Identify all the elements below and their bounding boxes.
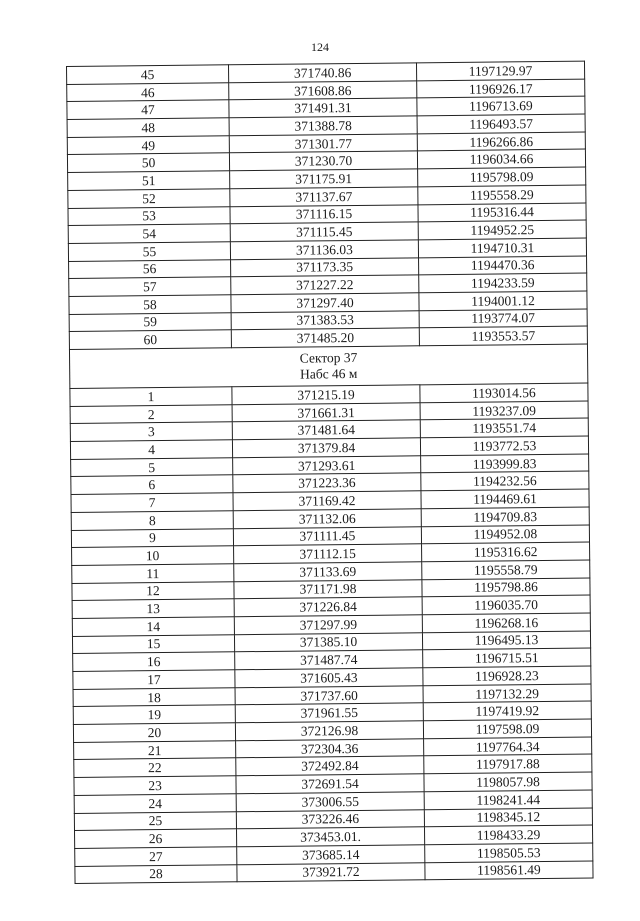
y-coordinate-cell: 1195316.62 bbox=[422, 542, 590, 561]
point-number-cell: 2 bbox=[70, 404, 232, 423]
x-coordinate-cell: 371132.06 bbox=[233, 509, 421, 529]
y-coordinate-cell: 1196715.51 bbox=[423, 648, 591, 667]
x-coordinate-cell: 371223.36 bbox=[233, 473, 421, 493]
point-number-cell: 4 bbox=[70, 440, 232, 459]
point-number-cell: 52 bbox=[68, 189, 230, 208]
x-coordinate-cell: 371293.61 bbox=[233, 456, 421, 476]
y-coordinate-cell: 1198057.98 bbox=[424, 772, 592, 791]
x-coordinate-cell: 371608.86 bbox=[229, 81, 417, 101]
point-number-cell: 13 bbox=[72, 599, 234, 618]
x-coordinate-cell: 371740.86 bbox=[228, 63, 416, 83]
x-coordinate-cell: 371215.19 bbox=[232, 385, 420, 405]
x-coordinate-cell: 371379.84 bbox=[232, 438, 420, 458]
point-number-cell: 6 bbox=[71, 475, 233, 494]
point-number-cell: 1 bbox=[70, 387, 232, 406]
x-coordinate-cell: 371487.74 bbox=[235, 650, 423, 670]
point-number-cell: 16 bbox=[73, 652, 235, 671]
y-coordinate-cell: 1193551.74 bbox=[420, 418, 588, 437]
sector-header-section bbox=[69, 344, 587, 388]
x-coordinate-cell: 373453.01. bbox=[236, 827, 424, 847]
point-number-cell: 27 bbox=[75, 847, 237, 866]
point-number-cell: 18 bbox=[73, 687, 235, 706]
table-section-top bbox=[67, 61, 588, 349]
sector-header-cell bbox=[69, 344, 587, 388]
y-coordinate-cell: 1197129.97 bbox=[416, 61, 584, 80]
point-number-cell: 25 bbox=[74, 811, 236, 830]
coordinates-table bbox=[66, 61, 594, 885]
y-coordinate-cell: 1194952.25 bbox=[418, 220, 586, 239]
y-coordinate-cell: 1194709.83 bbox=[421, 507, 589, 526]
point-number-cell: 26 bbox=[75, 829, 237, 848]
point-number-cell: 21 bbox=[74, 741, 236, 760]
x-coordinate-cell: 371961.55 bbox=[235, 703, 423, 723]
y-coordinate-cell: 1196035.70 bbox=[422, 595, 590, 614]
y-coordinate-cell: 1194232.56 bbox=[421, 471, 589, 490]
y-coordinate-cell: 1197598.09 bbox=[423, 719, 591, 738]
y-coordinate-cell: 1195558.29 bbox=[418, 185, 586, 204]
y-coordinate-cell: 1197132.29 bbox=[423, 684, 591, 703]
point-number-cell: 47 bbox=[67, 100, 229, 119]
x-coordinate-cell: 373685.14 bbox=[237, 845, 425, 865]
point-number-cell: 48 bbox=[67, 118, 229, 137]
point-number-cell: 59 bbox=[69, 312, 231, 331]
point-number-cell: 9 bbox=[71, 528, 233, 547]
y-coordinate-cell: 1197419.92 bbox=[423, 701, 591, 720]
y-coordinate-cell: 1193772.53 bbox=[420, 436, 588, 455]
y-coordinate-cell: 1195798.86 bbox=[422, 578, 590, 597]
point-number-cell: 12 bbox=[72, 581, 234, 600]
point-number-cell: 10 bbox=[72, 546, 234, 565]
x-coordinate-cell: 371481.64 bbox=[232, 420, 420, 440]
y-coordinate-cell: 1194233.59 bbox=[419, 273, 587, 292]
x-coordinate-cell: 371227.22 bbox=[231, 275, 419, 295]
y-coordinate-cell: 1193237.09 bbox=[420, 401, 588, 420]
y-coordinate-cell: 1194710.31 bbox=[418, 238, 586, 257]
y-coordinate-cell: 1195558.79 bbox=[422, 560, 590, 579]
point-number-cell: 46 bbox=[67, 82, 229, 101]
x-coordinate-cell: 371301.77 bbox=[229, 134, 417, 154]
point-number-cell: 56 bbox=[69, 259, 231, 278]
y-coordinate-cell: 1194952.08 bbox=[421, 525, 589, 544]
point-number-cell: 14 bbox=[72, 617, 234, 636]
point-number-cell: 24 bbox=[74, 794, 236, 813]
x-coordinate-cell: 371297.40 bbox=[231, 293, 419, 313]
point-number-cell: 19 bbox=[73, 705, 235, 724]
y-coordinate-cell: 1194470.36 bbox=[419, 256, 587, 275]
x-coordinate-cell: 372126.98 bbox=[235, 721, 423, 741]
sector-subtitle: Набс 46 м bbox=[299, 365, 358, 382]
y-coordinate-cell: 1193999.83 bbox=[421, 454, 589, 473]
x-coordinate-cell: 371137.67 bbox=[230, 187, 418, 207]
x-coordinate-cell: 371133.69 bbox=[234, 562, 422, 582]
x-coordinate-cell: 371226.84 bbox=[234, 597, 422, 617]
point-number-cell: 60 bbox=[69, 330, 231, 349]
point-number-cell: 7 bbox=[71, 493, 233, 512]
page-number: 124 bbox=[311, 40, 329, 54]
y-coordinate-cell: 1198241.44 bbox=[424, 790, 592, 809]
point-number-cell: 3 bbox=[70, 422, 232, 441]
point-number-cell: 15 bbox=[72, 634, 234, 653]
y-coordinate-cell: 1196928.23 bbox=[423, 666, 591, 685]
point-number-cell: 50 bbox=[67, 153, 229, 172]
y-coordinate-cell: 1196495.13 bbox=[422, 631, 590, 650]
x-coordinate-cell: 371388.78 bbox=[229, 116, 417, 136]
table-section-bottom bbox=[70, 383, 593, 884]
coordinates-table-sheet bbox=[66, 61, 593, 885]
x-coordinate-cell: 371171.98 bbox=[234, 579, 422, 599]
point-number-cell: 23 bbox=[74, 776, 236, 795]
y-coordinate-cell: 1198345.12 bbox=[424, 808, 592, 827]
point-number-cell: 55 bbox=[68, 242, 230, 261]
y-coordinate-cell: 1193774.07 bbox=[419, 309, 587, 328]
x-coordinate-cell: 371230.70 bbox=[229, 151, 417, 171]
point-number-cell: 20 bbox=[73, 723, 235, 742]
x-coordinate-cell: 371136.03 bbox=[230, 240, 418, 260]
y-coordinate-cell: 1198433.29 bbox=[424, 825, 592, 844]
y-coordinate-cell: 1197764.34 bbox=[424, 737, 592, 756]
x-coordinate-cell: 373006.55 bbox=[236, 792, 424, 812]
y-coordinate-cell: 1195316.44 bbox=[418, 203, 586, 222]
x-coordinate-cell: 371116.15 bbox=[230, 204, 418, 224]
x-coordinate-cell: 373921.72 bbox=[237, 862, 425, 882]
y-coordinate-cell: 1198505.53 bbox=[425, 843, 593, 862]
y-coordinate-cell: 1198561.49 bbox=[425, 861, 593, 880]
x-coordinate-cell: 372691.54 bbox=[236, 774, 424, 794]
x-coordinate-cell: 373226.46 bbox=[236, 809, 424, 829]
point-number-cell: 5 bbox=[71, 458, 233, 477]
y-coordinate-cell: 1197917.88 bbox=[424, 754, 592, 773]
point-number-cell: 45 bbox=[67, 65, 229, 84]
x-coordinate-cell: 371169.42 bbox=[233, 491, 421, 511]
point-number-cell: 11 bbox=[72, 564, 234, 583]
x-coordinate-cell: 371297.99 bbox=[234, 615, 422, 635]
y-coordinate-cell: 1196713.69 bbox=[417, 96, 585, 115]
x-coordinate-cell: 371383.53 bbox=[231, 310, 419, 330]
y-coordinate-cell: 1193014.56 bbox=[420, 383, 588, 402]
x-coordinate-cell: 371737.60 bbox=[235, 685, 423, 705]
x-coordinate-cell: 371112.15 bbox=[234, 544, 422, 564]
x-coordinate-cell: 371385.10 bbox=[234, 632, 422, 652]
x-coordinate-cell: 371661.31 bbox=[232, 402, 420, 422]
y-coordinate-cell: 1196266.86 bbox=[417, 132, 585, 151]
y-coordinate-cell: 1196926.17 bbox=[417, 79, 585, 98]
y-coordinate-cell: 1196034.66 bbox=[417, 150, 585, 169]
x-coordinate-cell: 371491.31 bbox=[229, 98, 417, 118]
y-coordinate-cell: 1195798.09 bbox=[418, 167, 586, 186]
x-coordinate-cell: 371111.45 bbox=[233, 526, 421, 546]
point-number-cell: 57 bbox=[69, 277, 231, 296]
point-number-cell: 58 bbox=[69, 295, 231, 314]
point-number-cell: 17 bbox=[73, 670, 235, 689]
y-coordinate-cell: 1193553.57 bbox=[419, 326, 587, 345]
sector-header-row bbox=[69, 344, 587, 388]
sector-title: Сектор 37 bbox=[299, 349, 358, 366]
x-coordinate-cell: 371605.43 bbox=[235, 668, 423, 688]
point-number-cell: 28 bbox=[75, 864, 237, 883]
point-number-cell: 8 bbox=[71, 511, 233, 530]
y-coordinate-cell: 1194469.61 bbox=[421, 489, 589, 508]
y-coordinate-cell: 1196268.16 bbox=[422, 613, 590, 632]
y-coordinate-cell: 1194001.12 bbox=[419, 291, 587, 310]
y-coordinate-cell: 1196493.57 bbox=[417, 114, 585, 133]
x-coordinate-cell: 371485.20 bbox=[231, 328, 419, 348]
x-coordinate-cell: 372304.36 bbox=[236, 739, 424, 759]
x-coordinate-cell: 371173.35 bbox=[231, 257, 419, 277]
x-coordinate-cell: 372492.84 bbox=[236, 756, 424, 776]
point-number-cell: 53 bbox=[68, 206, 230, 225]
point-number-cell: 22 bbox=[74, 758, 236, 777]
point-number-cell: 51 bbox=[68, 171, 230, 190]
x-coordinate-cell: 371175.91 bbox=[230, 169, 418, 189]
point-number-cell: 54 bbox=[68, 224, 230, 243]
point-number-cell: 49 bbox=[67, 136, 229, 155]
x-coordinate-cell: 371115.45 bbox=[230, 222, 418, 242]
